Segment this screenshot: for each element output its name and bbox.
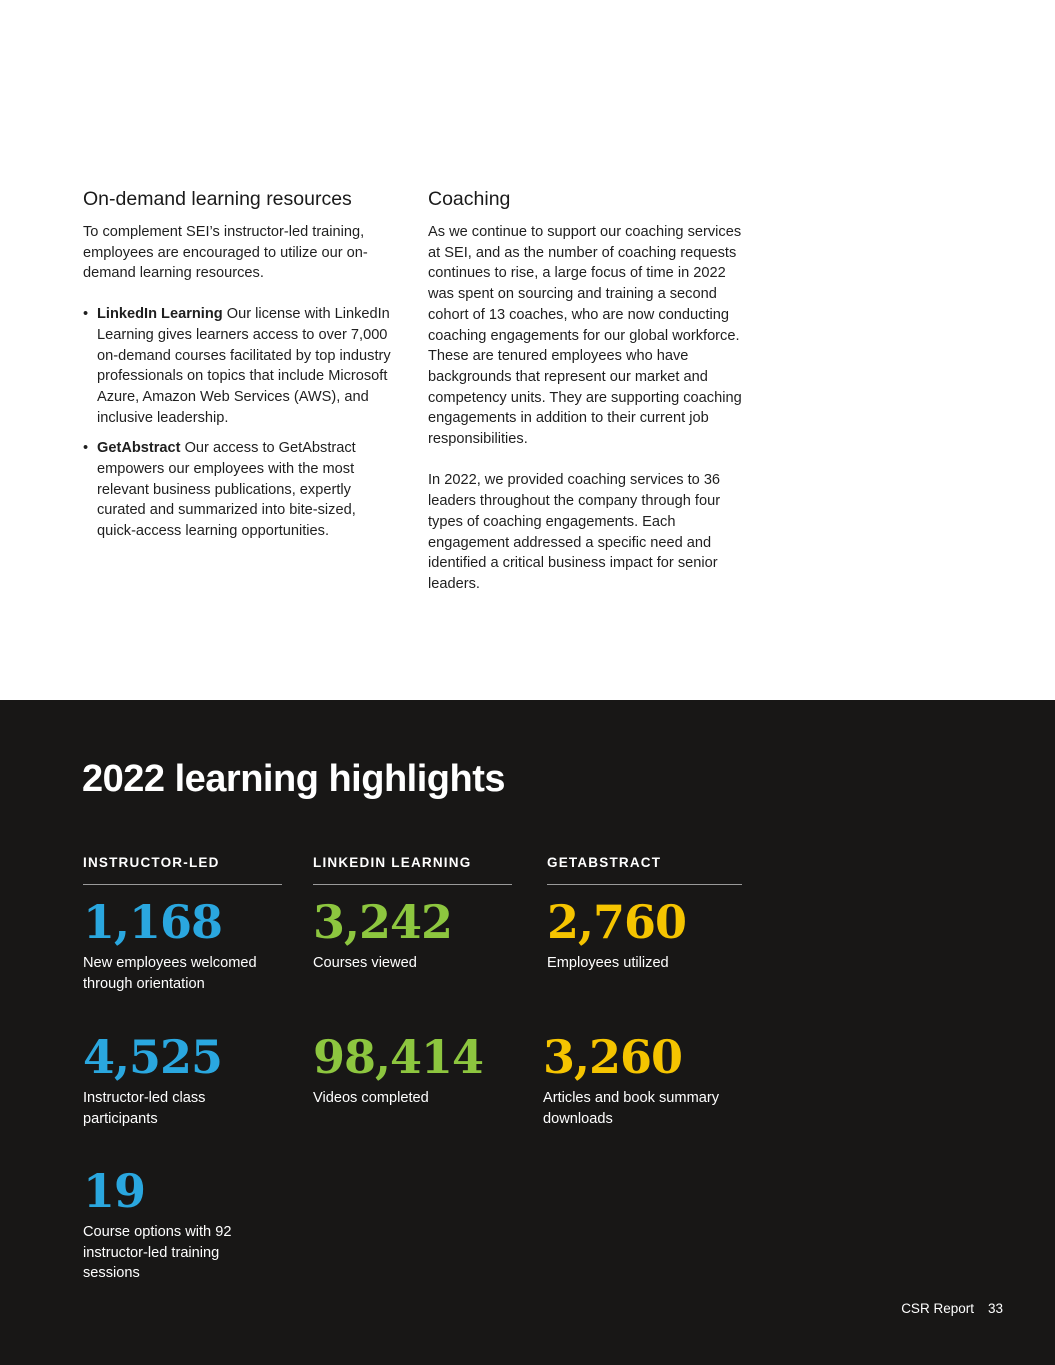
coaching-section: [428, 186, 746, 595]
column-header-linkedin-learning: LINKEDIN LEARNING: [313, 854, 512, 885]
stat-label: Course options with 92 instructor-led training sessions: [83, 1224, 232, 1282]
list-item-linkedin: [83, 304, 393, 428]
stat-value: 3,242: [313, 895, 453, 949]
stat-class-participants: [83, 1030, 263, 1129]
stat-value: 19: [83, 1164, 146, 1218]
coaching-heading: Coaching: [428, 188, 511, 210]
linkedin-title: LinkedIn Learning: [97, 306, 223, 323]
highlights-title: 2022 learning highlights: [82, 758, 505, 800]
getabstract-title: GetAbstract: [97, 440, 181, 457]
stat-label: Employees utilized: [547, 955, 669, 971]
stat-downloads: [543, 1030, 743, 1129]
linkedin-text: Our license with LinkedIn Learning gives learners access to over 7,000 on-demand courses facilitated by top industry professionals on topics that include Microsoft Azure, Amazon Web Services (AWS), and inclusive leadership.: [97, 306, 391, 426]
stat-label: Articles and book summary downloads: [543, 1090, 720, 1127]
stat-videos-completed: [313, 1030, 523, 1109]
column-header-instructor-led: INSTRUCTOR-LED: [83, 854, 282, 885]
coaching-paragraph-1: As we continue to support our coaching services at SEI, and as the number of coaching requests continues to rise, a large focus of time in 2022 was spent on sourcing and training a second cohort of 13 coaches, who are now conducting coaching engagements for our global workforce. These are tenured employees who have backgrounds that represent our market and competency units. They are supporting coaching engagements in addition to their current job responsibilities.: [428, 224, 742, 448]
page-footer: [901, 1300, 1003, 1318]
on-demand-section: [83, 186, 393, 542]
stat-value: 1,168: [83, 895, 223, 949]
footer-report-name: CSR Report: [901, 1301, 974, 1316]
stat-course-options: [83, 1164, 273, 1284]
getabstract-text: Our access to GetAbstract empowers our employees with the most relevant business publications, expertly curated and summarized into bite-sized, quick-access learning opportunities.: [97, 440, 356, 540]
on-demand-list: [83, 304, 393, 542]
column-header-getabstract: GETABSTRACT: [547, 854, 742, 885]
on-demand-intro: To complement SEI’s instructor-led training, employees are encouraged to utilize our on-demand learning resources.: [83, 224, 368, 282]
stat-value: 98,414: [313, 1030, 484, 1084]
stat-new-employees: [83, 895, 293, 994]
bullet-icon: •: [83, 306, 89, 323]
list-item-getabstract: [83, 438, 393, 542]
stat-label: Instructor-led class participants: [83, 1090, 206, 1127]
stat-value: 2,760: [547, 895, 687, 949]
coaching-paragraph-2: In 2022, we provided coaching services to 36 leaders throughout the company through four types of coaching engagements. Each engagement addressed a specific need and identified a critical business impact for senior leaders.: [428, 472, 721, 592]
stat-employees-utilized: [547, 895, 747, 974]
stat-value: 4,525: [83, 1030, 223, 1084]
stat-value: 3,260: [543, 1030, 683, 1084]
stat-courses-viewed: [313, 895, 523, 974]
bullet-icon: •: [83, 440, 89, 457]
stat-label: Videos completed: [313, 1090, 429, 1106]
stat-label: Courses viewed: [313, 955, 417, 971]
stat-label: New employees welcomed through orientation: [83, 955, 257, 992]
on-demand-heading: On-demand learning resources: [83, 188, 352, 210]
page-number: 33: [987, 1301, 1003, 1316]
